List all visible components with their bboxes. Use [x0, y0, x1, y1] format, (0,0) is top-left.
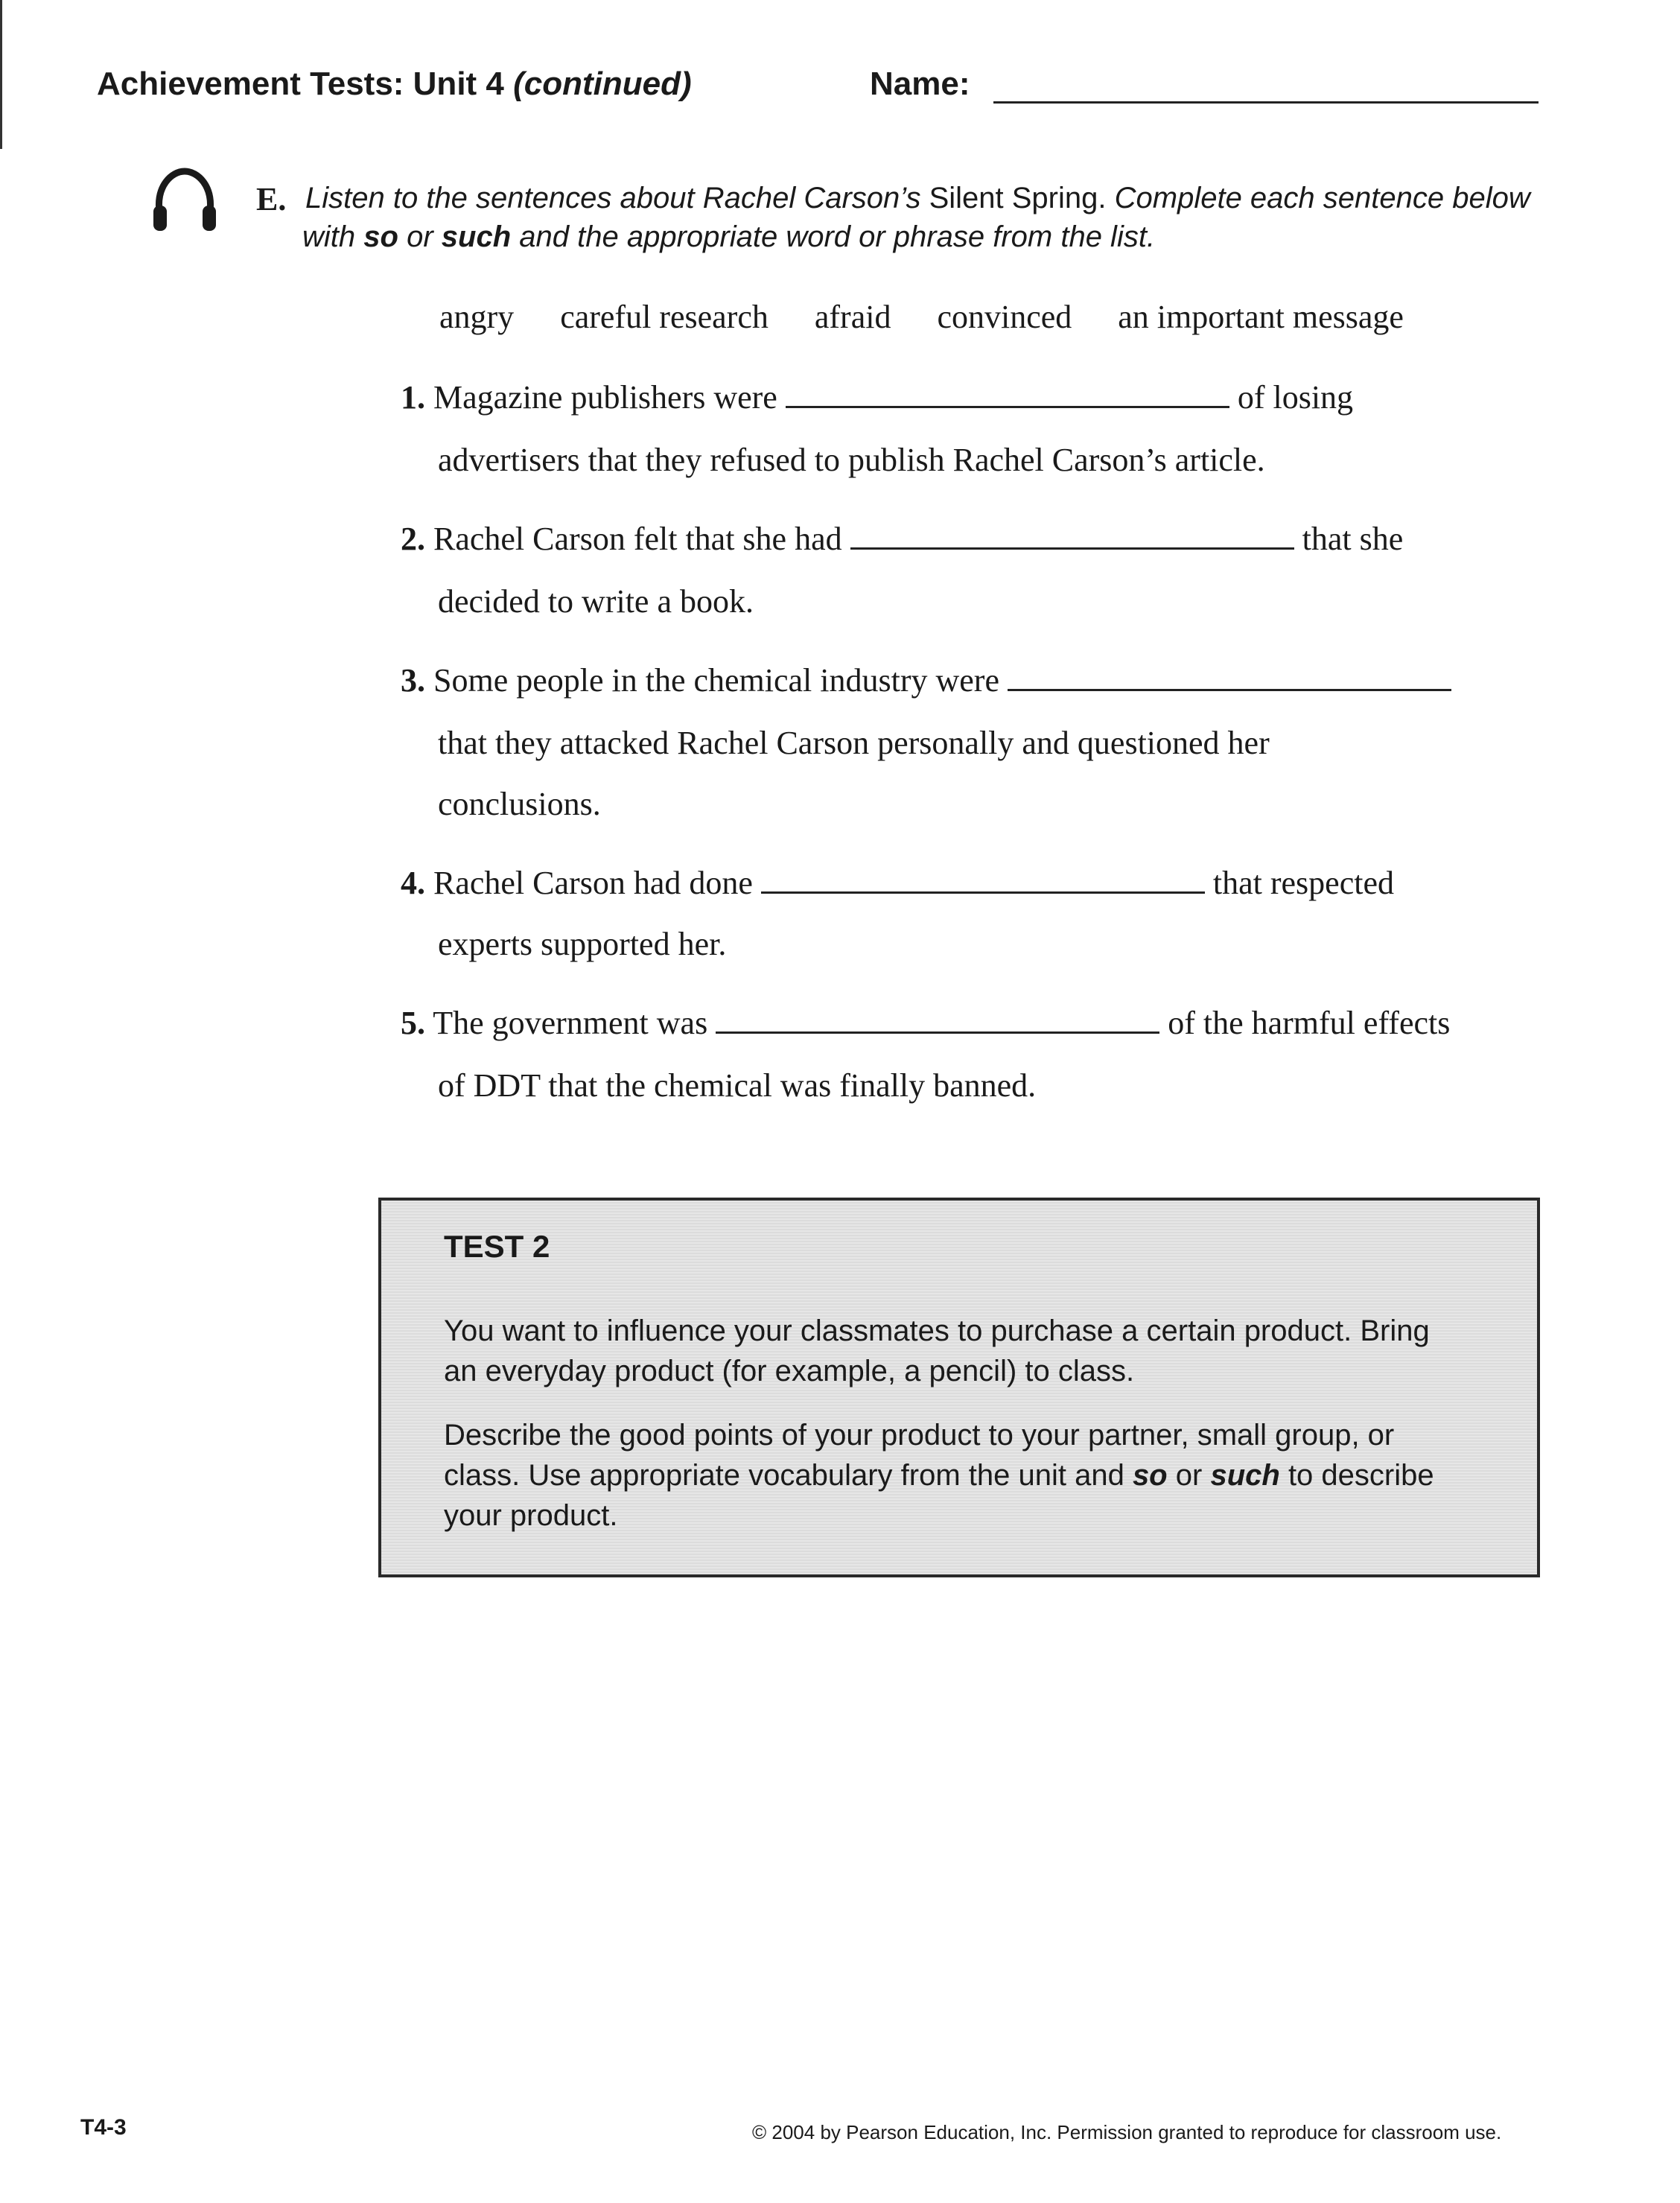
title-continued: (continued)	[513, 66, 692, 102]
page-title	[97, 66, 692, 103]
question-text: Some people in the chemical industry were	[433, 662, 999, 699]
test2-text: Describe the good points of your product to your partner, small group, or	[444, 1419, 1395, 1452]
test2-text-line	[444, 1455, 1516, 1495]
question-5-line-2: of DDT that the chemical was finally banned.	[438, 1067, 1037, 1104]
test2-text: You want to influence your classmates to purchase a certain product. Bring	[444, 1315, 1430, 1347]
instruction-text: Complete each sentence below	[1114, 182, 1530, 214]
question-3-line-2: that they attacked Rachel Carson personally and questioned her	[438, 725, 1270, 761]
name-label: Name:	[870, 66, 970, 102]
test2-box	[378, 1198, 1540, 1577]
instruction-line-2	[302, 220, 1155, 254]
question-4-line-2: experts supported her.	[438, 926, 727, 962]
question-3	[401, 664, 1451, 697]
word-option: convinced	[937, 299, 1072, 335]
answer-blank[interactable]	[761, 886, 1205, 894]
question-5	[401, 1007, 1450, 1040]
instruction-text: with	[302, 220, 356, 253]
question-3-line-3: conclusions.	[438, 786, 601, 822]
page-code: T4-3	[80, 2115, 127, 2140]
keyword-such: such	[441, 220, 512, 253]
headphones-icon	[149, 165, 220, 237]
instruction-text: or	[407, 220, 433, 253]
question-2	[401, 523, 1403, 556]
question-number: 1.	[401, 379, 425, 416]
answer-blank[interactable]	[786, 400, 1229, 408]
question-number: 3.	[401, 662, 425, 699]
answer-blank[interactable]	[850, 541, 1294, 550]
word-option: afraid	[814, 299, 891, 335]
word-option: careful research	[560, 299, 769, 335]
test2-paragraph-2	[444, 1415, 1516, 1536]
keyword-so: so	[1132, 1459, 1168, 1492]
instruction-text: and the appropriate word or phrase from the list.	[519, 220, 1156, 253]
book-title: Silent Spring.	[929, 182, 1107, 214]
question-number: 2.	[401, 521, 425, 557]
instruction-text: Listen to the sentences about Rachel Carson’s	[305, 182, 921, 214]
instruction-line-1	[305, 182, 1530, 215]
copyright-notice: © 2004 by Pearson Education, Inc. Permission granted to reproduce for classroom use.	[752, 2121, 1502, 2143]
question-text: that respected	[1212, 865, 1394, 901]
word-option: angry	[439, 299, 515, 335]
question-1	[401, 381, 1353, 414]
question-text: Rachel Carson felt that she had	[433, 521, 842, 557]
test2-paragraph-1	[444, 1311, 1516, 1391]
question-1-line-2: advertisers that they refused to publish Rachel Carson’s article.	[438, 442, 1265, 478]
title-text: Achievement Tests: Unit 4	[97, 66, 504, 102]
question-text: of losing	[1237, 379, 1354, 416]
question-4	[401, 867, 1394, 900]
section-letter: E.	[256, 181, 287, 217]
word-list	[439, 298, 1404, 336]
question-number: 4.	[401, 865, 425, 901]
answer-blank[interactable]	[1008, 683, 1451, 691]
question-text: The government was	[433, 1005, 708, 1041]
test2-text: or	[1175, 1459, 1203, 1492]
name-field-line[interactable]	[993, 101, 1539, 104]
question-text: of the harmful effects	[1168, 1005, 1451, 1041]
question-text: Rachel Carson had done	[433, 865, 753, 901]
keyword-such: such	[1210, 1459, 1280, 1492]
test2-text: class. Use appropriate vocabulary from the unit and	[444, 1459, 1124, 1492]
keyword-so: so	[363, 220, 398, 253]
test2-text: an everyday product (for example, a pencil) to class.	[444, 1355, 1135, 1387]
question-2-line-2: decided to write a book.	[438, 583, 754, 620]
scan-edge-mark	[0, 0, 2, 149]
test2-text: to describe	[1288, 1459, 1434, 1492]
word-option: an important message	[1118, 299, 1404, 335]
answer-blank[interactable]	[716, 1026, 1159, 1034]
question-text: Magazine publishers were	[433, 379, 777, 416]
test2-text: your product.	[444, 1499, 618, 1532]
test2-title: TEST 2	[444, 1229, 550, 1264]
question-text: that she	[1302, 521, 1404, 557]
question-number: 5.	[401, 1005, 425, 1041]
